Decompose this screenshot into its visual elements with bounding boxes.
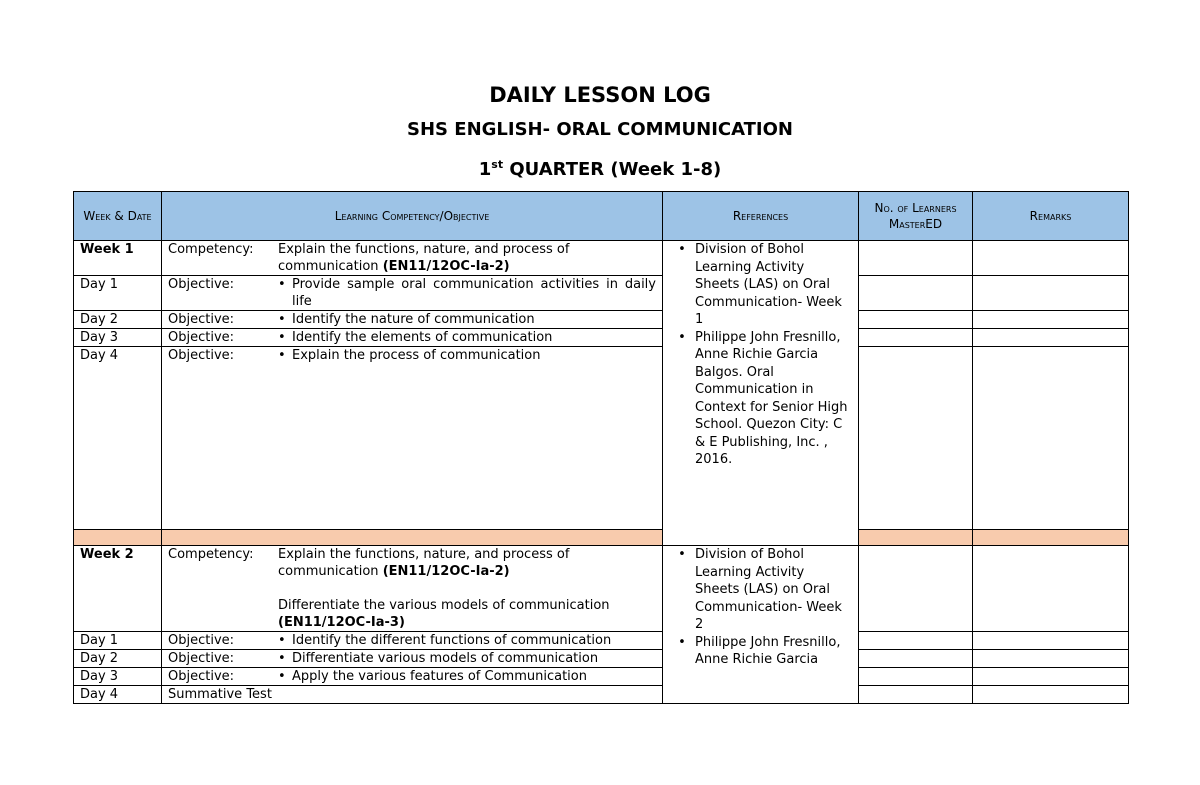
reference-item: Division of Bohol Learning Activity Sheets (LAS) on Oral Communication- Week 2	[695, 547, 842, 632]
reference-item: Philippe John Fresnillo, Anne Richie Garcia	[695, 634, 841, 667]
col-references: References	[663, 192, 859, 241]
week1-competency: Explain the functions, nature, and process of communication (EN11/12OC-Ia-2)	[278, 242, 570, 274]
doc-quarter: 1st QUARTER (Week 1-8)	[478, 158, 722, 180]
lesson-log-table	[73, 191, 1129, 704]
table-row: Day 3 Objective: • Apply the various features of Communication	[74, 668, 1129, 686]
week1-references: • Division of Bohol Learning Activity Sheets (LAS) on Oral Communication- Week 1 • Philippe John Fresnillo, Anne Richie Garcia Balgos. Oral Communication in Context for Senior High School. Quezon City: C & E Publishing, Inc. , 2016.	[663, 241, 859, 546]
week1-label: Week 1	[74, 241, 162, 276]
table-row: Week 2 Competency: Explain the functions, nature, and process of communication (EN11/12OC-Ia-2) Differentiate the various models of communication (EN11/12OC-Ia-3) • Division of Bohol Learning Activity Sheets (LAS) on Oral Communication- Week 2 • Philippe John Fresnillo, Anne Richie Garcia	[74, 546, 1129, 632]
reference-item: Philippe John Fresnillo, Anne Richie Garcia Balgos. Oral Communication in Context for Senior High School. Quezon City: C & E Publishing, Inc. , 2016.	[695, 329, 848, 467]
objective-text: Apply the various features of Communication	[292, 669, 587, 684]
objective-text: Identify the elements of communication	[292, 330, 553, 345]
summative-test: Summative Test	[162, 686, 663, 704]
table-row: Day 4 Summative Test	[74, 686, 1129, 704]
col-learners: No. of Learners MasterED	[859, 192, 973, 241]
table-row: Week 1 Competency: Explain the functions, nature, and process of communication (EN11/12OC-Ia-2) • Division of Bohol Learning Activity Sheets (LAS) on Oral Communication- Week 1 • Philippe John Fresnillo, Anne Richie Garcia Balgos. Oral Communication in Context for Senior High School. Quezon City: C & E Publishing, Inc. , 2016.	[74, 241, 1129, 276]
table-row: Day 3 Objective: • Identify the elements of communication	[74, 329, 1129, 347]
week2-competency: Explain the functions, nature, and process of communication (EN11/12OC-Ia-2) Differentiate the various models of communication (EN11/12OC-Ia-3)	[278, 547, 610, 630]
doc-title: DAILY LESSON LOG	[489, 83, 711, 107]
col-remarks: Remarks	[973, 192, 1129, 241]
week2-label: Week 2	[74, 546, 162, 632]
reference-item: Division of Bohol Learning Activity Sheets (LAS) on Oral Communication- Week 1	[695, 242, 842, 327]
objective-text: Provide sample oral communication activities in daily life	[292, 277, 656, 309]
table-row: Day 4 Objective: • Explain the process of communication	[74, 347, 1129, 530]
table-header-row	[74, 192, 1129, 241]
objective-text: Identify the different functions of communication	[292, 633, 612, 648]
week2-references: • Division of Bohol Learning Activity Sheets (LAS) on Oral Communication- Week 2 • Philippe John Fresnillo, Anne Richie Garcia	[663, 546, 859, 704]
objective-text: Identify the nature of communication	[292, 312, 535, 327]
separator-row	[74, 530, 1129, 546]
table-row: Day 1 Objective: • Identify the different functions of communication	[74, 632, 1129, 650]
objective-text: Explain the process of communication	[292, 348, 541, 363]
table-row: Day 1 Objective: • Provide sample oral communication activities in daily life	[74, 276, 1129, 311]
doc-subtitle: SHS ENGLISH- ORAL COMMUNICATION	[407, 119, 793, 140]
table-row: Day 2 Objective: • Identify the nature of communication	[74, 311, 1129, 329]
table-row: Day 2 Objective: • Differentiate various models of communication	[74, 650, 1129, 668]
col-competency: Learning Competency/Objective	[162, 192, 663, 241]
col-week-date: Week & Date	[74, 192, 162, 241]
document-header	[0, 78, 1200, 187]
objective-text: Differentiate various models of communication	[292, 651, 599, 666]
